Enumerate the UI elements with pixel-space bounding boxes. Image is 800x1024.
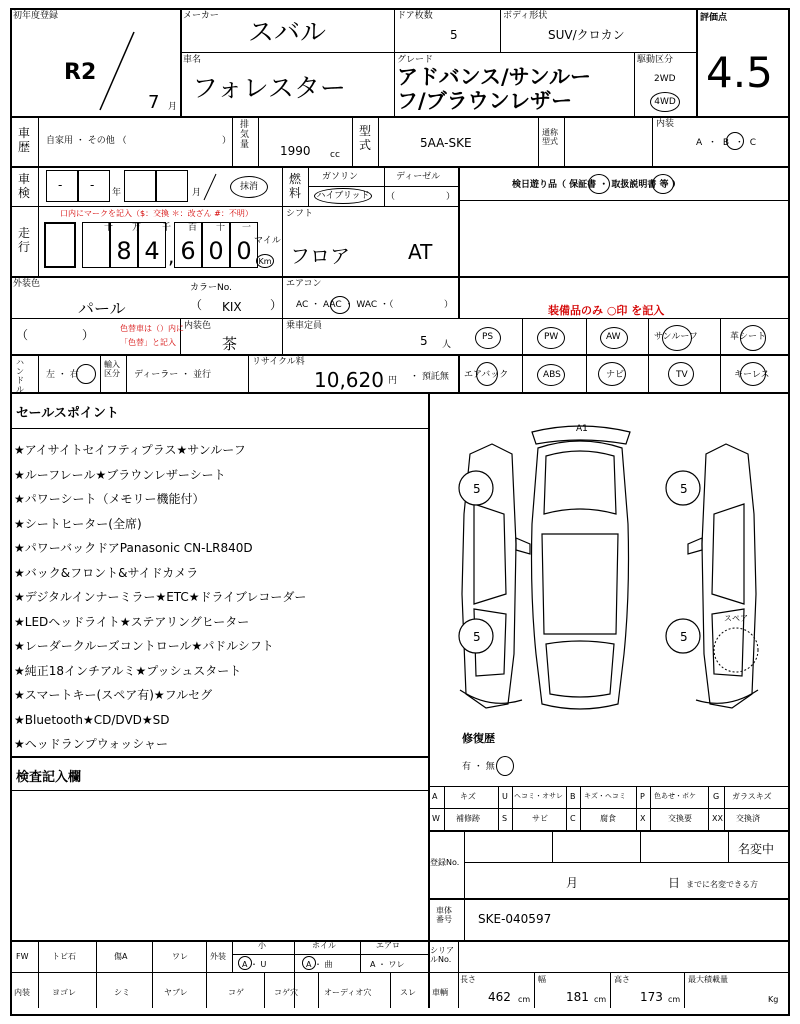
score-label: 評価点 — [700, 13, 728, 23]
divider — [394, 8, 395, 52]
equip-abs: ABS — [543, 370, 561, 380]
first-reg-label: 初年度登録 — [13, 11, 59, 21]
divider — [360, 940, 361, 972]
equipment-title: 装備品のみ ○印 を記入 — [548, 304, 665, 317]
load-unit: Kg — [768, 995, 779, 1004]
score-value: 4.5 — [706, 48, 773, 97]
fuel-hybrid: ハイブリッド — [316, 191, 370, 201]
spare-label: スペア — [724, 614, 748, 623]
mileage-digit-0 — [44, 222, 76, 268]
divider — [126, 354, 127, 392]
divider — [232, 940, 233, 972]
divider — [728, 830, 729, 862]
fuel-gasoline: ガソリン — [322, 172, 359, 182]
inspection-label: 車検 — [18, 172, 31, 200]
legend-code: P — [640, 792, 645, 801]
int-stain: シミ — [114, 988, 130, 997]
height-value: 173 — [640, 990, 663, 1004]
equip-navi: ナビ — [606, 370, 625, 380]
reg-day: 日 — [668, 876, 681, 890]
mileage-digit-6: 0 — [230, 222, 258, 268]
divider — [378, 116, 379, 166]
color-paren: （ — [190, 298, 203, 312]
equip-tv: TV — [676, 370, 688, 380]
equip-abs-circle — [537, 364, 565, 386]
divider — [38, 166, 39, 206]
divider — [652, 116, 653, 166]
legend-desc: ガラスキズ — [732, 792, 772, 801]
interior-b-circle — [726, 132, 744, 150]
divider — [428, 830, 790, 832]
grade-label: グレード — [397, 55, 434, 65]
history-close: ） — [222, 136, 232, 146]
insp-month-box2 — [156, 170, 188, 202]
divider — [394, 52, 395, 116]
divider — [634, 52, 635, 116]
int-paren-close: ） — [82, 328, 95, 342]
vin: SKE-040597 — [478, 912, 552, 926]
sales-item: ★パワーシート（メモリー機能付） — [14, 492, 205, 506]
mile-label: マイル — [254, 236, 281, 246]
divider — [458, 354, 460, 392]
divider — [10, 428, 428, 429]
reg-year: R2 — [64, 60, 97, 85]
divider — [586, 318, 587, 392]
legend-desc: 色あせ・ボケ — [654, 792, 696, 800]
divider — [248, 354, 249, 392]
divider — [684, 972, 685, 1008]
sales-item: ★パワーバックドアPanasonic CN-LR840D — [14, 541, 253, 555]
reg-no-label: 登録No. — [430, 858, 460, 867]
divider — [38, 206, 39, 276]
equip-keyless: キーレス — [734, 370, 770, 380]
wheel-au: A ・ U — [242, 960, 267, 969]
divider — [10, 206, 458, 207]
sales-title: セールスポイント — [16, 406, 119, 421]
divider — [464, 830, 465, 898]
divider — [206, 940, 207, 1008]
wheel-bend: A ・ 曲 — [306, 960, 333, 969]
repair-none-circle — [496, 756, 514, 776]
reg-slash — [94, 30, 144, 112]
tire-front-right: 5 — [680, 630, 688, 644]
drive-4wd: 4WD — [654, 97, 676, 107]
legend-code: X — [640, 814, 646, 823]
drive-2wd: 2WD — [654, 74, 676, 84]
reg-deadline: までに名変できる方 — [686, 880, 758, 889]
width-unit: cm — [594, 995, 607, 1004]
divider — [152, 940, 153, 1008]
int-rub: スレ — [400, 988, 416, 997]
sales-item: ★ヘッドランプウォッシャー — [14, 737, 169, 751]
color-no-label: カラーNo. — [190, 283, 232, 293]
legend-table — [428, 786, 790, 830]
int-dirt: ヨゴレ — [52, 988, 76, 997]
divider — [720, 318, 721, 392]
tire-rear-left: 5 — [473, 482, 481, 496]
divider — [564, 116, 565, 166]
divider — [318, 972, 319, 1008]
divider — [308, 186, 458, 187]
insp-year-box2: - — [78, 170, 110, 202]
divider — [552, 830, 553, 862]
mileage-note: 口内にマークを記入（$：交換 ＊：改ざん #：不明） — [60, 209, 253, 218]
aero-crack: A ・ ワレ — [370, 960, 405, 969]
int-burn: コゲ — [228, 988, 244, 997]
divider — [100, 354, 101, 392]
divider — [534, 972, 535, 1008]
doors-label: ドア枚数 — [397, 11, 433, 21]
handle-value: 左 ・ 右 — [46, 370, 79, 380]
int-burnhole: コゲ穴 — [274, 988, 298, 997]
length-value: 462 — [488, 990, 511, 1004]
equip-keyless-circle — [740, 362, 766, 386]
divider — [232, 954, 428, 955]
recycle-unit: 円 — [388, 376, 398, 386]
repair-value: 有 ・ 無 — [462, 762, 495, 772]
ac-options: AC ・ AAC ・ WAC ・（ — [296, 300, 394, 310]
interior-grades: A ・ B ・ C — [696, 138, 757, 148]
import-value: ディーラー ・ 並行 — [134, 370, 212, 380]
maker-value: スバル — [248, 18, 327, 48]
hybrid-paren: （ — [386, 192, 396, 202]
divider — [258, 116, 259, 166]
divider — [696, 8, 698, 116]
divider — [10, 354, 790, 356]
color-close: ） — [270, 298, 283, 312]
insp-month-box1 — [124, 170, 156, 202]
divider — [464, 898, 465, 940]
fuel-label: 燃料 — [289, 172, 302, 200]
model-label: 型式 — [359, 124, 372, 152]
int-label-bottom: 内装 — [14, 988, 30, 997]
shift-type: フロア — [290, 244, 350, 268]
fw-label: FW — [16, 952, 29, 961]
insp-month-unit: 月 — [192, 188, 202, 198]
equip-leather: 革シート — [730, 332, 767, 342]
equip-ps: PS — [482, 332, 494, 342]
sales-item: ★純正18インチアルミ★プッシュスタート — [14, 663, 242, 678]
divider — [10, 318, 790, 319]
divider — [500, 8, 501, 52]
fw-chip: トビ石 — [52, 952, 76, 961]
divider — [10, 276, 790, 278]
expired: 抹消 — [239, 182, 258, 192]
sales-item: ★シートヒーター(全席) — [14, 516, 142, 531]
warranty-circle — [588, 174, 610, 194]
sales-item: ★Bluetooth★CD/DVD★SD — [14, 712, 170, 727]
divider — [282, 166, 283, 206]
int-paren: （ — [16, 328, 29, 342]
legend-code: S — [502, 814, 508, 823]
int-color: 茶 — [222, 335, 238, 353]
handle-right-circle — [76, 364, 96, 384]
fuel-diesel: ディーゼル — [396, 172, 441, 182]
legend-code: C — [570, 814, 576, 823]
km-circle — [256, 254, 274, 268]
load-label: 最大積載量 — [688, 975, 728, 984]
equip-leather-circle — [740, 325, 766, 351]
ac-label: エアコン — [286, 279, 322, 289]
width-value: 181 — [566, 990, 589, 1004]
divider — [10, 756, 428, 758]
equip-sunroof: サンルーフ — [654, 332, 698, 342]
repaint-note-2: 「色替」と記入 — [120, 338, 176, 347]
legend-code: G — [713, 792, 720, 801]
int-audio-hole: オーディオ穴 — [324, 988, 372, 997]
exterior-label: 外装色 — [13, 279, 41, 289]
shift-label: シフト — [286, 209, 314, 219]
color-no: KIX — [222, 300, 242, 314]
divider — [282, 318, 283, 354]
model-value: 5AA-SKE — [420, 136, 472, 150]
serial-label: シリアルNo. — [430, 946, 454, 964]
divider — [538, 116, 539, 166]
recycle-label: リサイクル料 — [252, 357, 305, 367]
displacement-label: 排気量 — [240, 120, 250, 150]
repaint-note-1: 色替車は（）内に — [120, 324, 184, 333]
history-text: 自家用 ・ その他 （ — [46, 136, 127, 146]
divider — [38, 940, 39, 1008]
height-label: 高さ — [614, 975, 630, 984]
divider — [232, 116, 233, 166]
width-label: 幅 — [538, 975, 546, 984]
divider — [10, 166, 790, 168]
fw-scratch: 傷A — [114, 952, 128, 961]
car-name: フォレスター — [192, 74, 346, 104]
unit-hyaku: 百 — [188, 223, 198, 233]
drive-4wd-circle — [650, 92, 680, 112]
displacement-unit: cc — [330, 150, 340, 160]
wheel-label: ホイル — [312, 941, 336, 950]
maker-label: メーカー — [183, 11, 219, 21]
reg-month-unit: 月 — [168, 102, 178, 112]
tire-rear-right: 5 — [680, 482, 688, 496]
mileage-digits — [82, 222, 252, 268]
km-label: Km — [258, 256, 272, 266]
legend-code: U — [502, 792, 508, 801]
unit-juu: 十 — [216, 223, 226, 233]
body-value: SUV/クロカン — [548, 28, 625, 42]
name-change: 名変中 — [738, 842, 775, 856]
length-label: 長さ — [460, 975, 476, 984]
divider — [352, 116, 353, 166]
legend-desc: キズ — [460, 792, 476, 801]
capacity-unit: 人 — [442, 340, 452, 350]
insp-year-box1: - — [46, 170, 78, 202]
equip-aw: AW — [606, 332, 621, 342]
unit-sen: 千 — [162, 223, 172, 233]
divider — [610, 972, 611, 1008]
legend-desc: 交換要 — [668, 814, 692, 823]
sales-item: ★レーダークルーズコントロール★パドルシフト — [14, 639, 274, 653]
import-label: 輸入区分 — [104, 360, 120, 378]
legend-desc: キズ・ヘコミ — [584, 792, 626, 800]
interior-label: 内装 — [656, 119, 675, 129]
car-diagram — [430, 394, 788, 724]
divider — [648, 318, 649, 392]
legend-desc: 補修跡 — [456, 814, 480, 823]
divider — [640, 830, 641, 862]
manual-circle — [652, 174, 674, 194]
mileage-digit-4: 6 — [174, 222, 202, 268]
length-unit: cm — [518, 995, 531, 1004]
body-label: ボディ形状 — [503, 11, 548, 21]
ac-close: ） — [444, 300, 454, 310]
reg-month: 月 — [566, 876, 579, 890]
divider — [38, 116, 39, 166]
divider — [294, 940, 295, 1008]
unit-10man: 十 — [104, 223, 114, 233]
divider — [282, 276, 283, 318]
equip-ps-circle — [475, 327, 501, 349]
divider — [282, 206, 283, 276]
divider — [38, 354, 39, 392]
vehicle-size-label: 車輌 — [432, 988, 448, 997]
divider — [264, 972, 265, 1008]
vin-label: 車体番号 — [436, 906, 452, 924]
divider — [458, 166, 460, 318]
sales-item: ★ルーフレール★ブラウンレザーシート — [14, 467, 226, 482]
divider — [10, 790, 428, 791]
legend-desc: 腐食 — [600, 814, 616, 823]
name-label: 車名 — [183, 55, 202, 65]
sales-list — [14, 438, 424, 757]
wheel-a-circle — [238, 956, 252, 970]
divider — [458, 940, 459, 1008]
mileage-digit-2: 8 — [110, 222, 138, 268]
divider — [522, 318, 523, 392]
divider — [180, 52, 696, 53]
mileage-digit-1 — [82, 222, 110, 268]
legend-desc: サビ — [532, 814, 548, 823]
sales-item: ★アイサイトセイフティプラス★サンルーフ — [14, 443, 246, 457]
aac-circle — [330, 296, 350, 314]
fw-crack: ワレ — [172, 952, 188, 961]
grade-line1: アドバンス/サンルー — [397, 65, 592, 89]
recycle-amount: 10,620 — [314, 368, 384, 392]
equip-pw-circle — [537, 327, 565, 349]
legend-code: XX — [712, 814, 723, 823]
doors-value: 5 — [450, 28, 458, 42]
equip-pw: PW — [544, 332, 559, 342]
capacity-label: 乗車定員 — [286, 321, 323, 331]
divider — [10, 972, 790, 973]
common-model-label: 通称型式 — [542, 128, 558, 146]
accessories: 検日遊り品（ 保証書 ・ 取扱説明書 等 ） — [512, 180, 681, 190]
equip-tv-circle — [668, 362, 694, 386]
int-color-label: 内装色 — [184, 321, 212, 331]
expired-circle — [230, 176, 268, 198]
height-unit: cm — [668, 995, 681, 1004]
mileage-digit-3: 4 — [138, 222, 166, 268]
sales-item: ★スマートキー(スペア有)★フルセグ — [14, 688, 213, 702]
divider — [10, 116, 790, 118]
mileage-digit-5: 0 — [202, 222, 230, 268]
divider — [428, 898, 790, 900]
divider — [390, 972, 391, 1008]
mileage-label: 走行 — [18, 226, 31, 254]
diagram-mark-a1: A1 — [576, 424, 588, 434]
mileage-comma: , — [168, 244, 175, 268]
handle-label: ハンドル — [16, 358, 24, 394]
exterior-label-bottom: 外装 — [210, 952, 226, 961]
legend-desc: ヘコミ・オサレ — [514, 792, 563, 800]
sales-item: ★デジタルインナーミラー★ETC★ドライブレコーダー — [14, 590, 307, 604]
repair-label: 修復歴 — [462, 732, 495, 745]
capacity: 5 — [420, 334, 428, 348]
wheel-small: 小 — [258, 941, 266, 950]
history-label: 車歴 — [18, 126, 31, 154]
equip-aw-circle — [600, 327, 628, 349]
int-tear: ヤブレ — [164, 988, 188, 997]
legend-code: B — [570, 792, 576, 801]
insp-year-unit: 年 — [112, 188, 122, 198]
hybrid-circle — [314, 188, 372, 204]
inspection-notes-title: 検査記入欄 — [16, 770, 82, 785]
aero-label: エアロ — [376, 941, 400, 950]
wheel-a2-circle — [302, 956, 316, 970]
unit-man: 万 — [132, 223, 142, 233]
divider — [96, 940, 97, 1008]
exterior-value: パール — [78, 299, 126, 318]
divider — [180, 8, 182, 116]
equip-airbag: エアバック — [464, 370, 509, 380]
reg-month: 7 — [148, 92, 160, 113]
recycle-deposit: ・ 預託無 — [410, 372, 449, 382]
sales-item: ★LEDヘッドライト★ステアリングヒーター — [14, 614, 250, 629]
divider — [464, 862, 790, 863]
equip-sunroof-circle — [662, 325, 692, 351]
sales-item: ★バック&フロント&サイドカメラ — [14, 565, 199, 580]
drive-label: 駆動区分 — [637, 55, 674, 65]
hybrid-close: ） — [446, 192, 456, 202]
insp-slash — [200, 172, 220, 202]
tire-front-left: 5 — [473, 630, 481, 644]
grade-line2: フ/ブラウンレザー — [397, 89, 573, 113]
legend-code: A — [432, 792, 438, 801]
legend-desc: 交換済 — [736, 814, 760, 823]
shift-value: AT — [408, 240, 433, 264]
divider — [458, 200, 790, 201]
equip-airbag-circle — [476, 362, 498, 386]
unit-ichi: 一 — [242, 223, 252, 233]
displacement-value: 1990 — [280, 144, 311, 158]
equip-navi-circle — [598, 362, 626, 386]
divider — [10, 940, 790, 942]
legend-code: W — [432, 814, 440, 823]
